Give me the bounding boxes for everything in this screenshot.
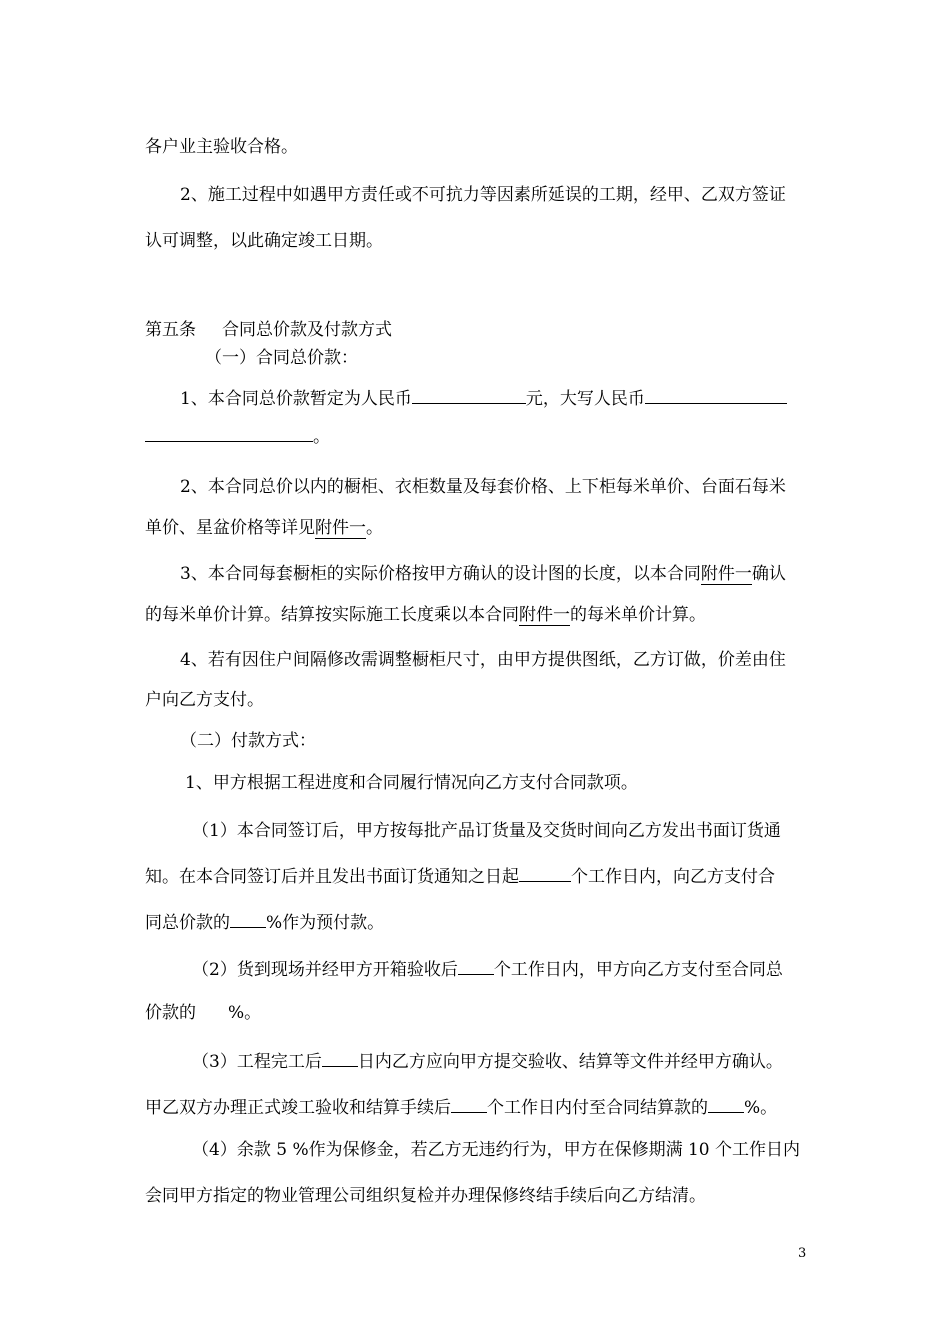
- text-line: 户向乙方支付。: [145, 690, 264, 710]
- article-heading: [145, 320, 392, 340]
- appendix-link[interactable]: 附件一: [700, 564, 752, 584]
- blank-days[interactable]: [322, 1050, 358, 1067]
- text-line: [145, 865, 775, 887]
- text-span: 日内乙方应向甲方提交验收、结算等文件并经甲方确认。: [357, 1052, 783, 1072]
- text-span: 。: [366, 518, 383, 538]
- text-line: 1、甲方根据工程进度和合同履行情况向乙方支付合同款项。: [185, 773, 638, 793]
- text-line: 2、本合同总价以内的橱柜、衣柜数量及每套价格、上下柜每米单价、台面石每米: [180, 477, 786, 497]
- text-span: 知。在本合同签订后并且发出书面订货通知之日起: [145, 867, 519, 887]
- text-line: [145, 1003, 261, 1023]
- section-heading: （一）合同总价款：: [205, 348, 358, 368]
- text-line: [145, 911, 384, 933]
- text-line: 2、施工过程中如遇甲方责任或不可抗力等因素所延误的工期，经甲、乙双方签证: [180, 185, 786, 205]
- blank-amount-words-cont[interactable]: [145, 425, 313, 442]
- blank-days[interactable]: [519, 865, 571, 882]
- text-line: （4）余款 5 %作为保修金，若乙方无违约行为，甲方在保修期满 10 个工作日内: [192, 1140, 801, 1160]
- text-line: [192, 958, 783, 980]
- text-line: （1）本合同签订后，甲方按每批产品订货量及交货时间向乙方发出书面订货通: [192, 821, 781, 841]
- text-line: [145, 605, 706, 625]
- appendix-link[interactable]: 附件一: [315, 518, 366, 538]
- text-span: 价款的: [145, 1003, 196, 1023]
- text-line: [192, 1050, 783, 1072]
- text-span: 1、本合同总价款暂定为人民币: [180, 389, 412, 409]
- text-span: %作为预付款。: [266, 913, 385, 933]
- text-span: 的每米单价计算。: [570, 605, 706, 625]
- text-span: 。: [313, 427, 330, 447]
- text-span: 个工作日内，甲方向乙方支付至合同总: [493, 960, 783, 980]
- text-line: [145, 1096, 777, 1118]
- text-span: （3）工程完工后: [192, 1052, 322, 1072]
- text-span: （2）货到现场并经甲方开箱验收后: [192, 960, 458, 980]
- text-line: [180, 564, 786, 584]
- text-span: 元，大写人民币: [525, 389, 645, 409]
- section-heading: （二）付款方式：: [180, 731, 316, 751]
- text-line: [180, 387, 787, 409]
- blank-percent[interactable]: [230, 911, 266, 928]
- text-line: 会同甲方指定的物业管理公司组织复检并办理保修终结手续后向乙方结清。: [145, 1186, 706, 1206]
- text-line: 4、若有因住户间隔修改需调整橱柜尺寸，由甲方提供图纸，乙方订做，价差由住: [180, 650, 786, 670]
- blank-percent[interactable]: [708, 1096, 744, 1113]
- text-span: %。: [744, 1098, 778, 1118]
- text-line: 各户业主验收合格。: [145, 137, 298, 157]
- text-span: 单价、星盆价格等详见: [145, 518, 315, 538]
- blank-days[interactable]: [458, 958, 494, 975]
- page-number: 3: [798, 1246, 807, 1261]
- blank-amount-words[interactable]: [645, 387, 787, 404]
- text-span: 确认: [751, 564, 786, 584]
- text-span: 甲乙双方办理正式竣工验收和结算手续后: [145, 1098, 451, 1118]
- text-span: 个工作日内，向乙方支付合: [571, 867, 775, 887]
- text-line: [145, 425, 330, 447]
- blank-amount[interactable]: [412, 387, 526, 404]
- blank-days[interactable]: [451, 1096, 487, 1113]
- appendix-link[interactable]: 附件一: [519, 605, 570, 625]
- text-span: 个工作日内付至合同结算款的: [487, 1098, 708, 1118]
- text-span: %。: [228, 1003, 262, 1023]
- text-line: [145, 518, 383, 538]
- article-title: 合同总价款及付款方式: [222, 320, 392, 340]
- text-span: 同总价款的: [145, 913, 230, 933]
- article-number: 第五条: [145, 320, 196, 340]
- text-span: 的每米单价计算。结算按实际施工长度乘以本合同: [145, 605, 519, 625]
- text-span: 3、本合同每套橱柜的实际价格按甲方确认的设计图的长度，以本合同: [180, 564, 701, 584]
- text-line: 认可调整，以此确定竣工日期。: [145, 231, 383, 251]
